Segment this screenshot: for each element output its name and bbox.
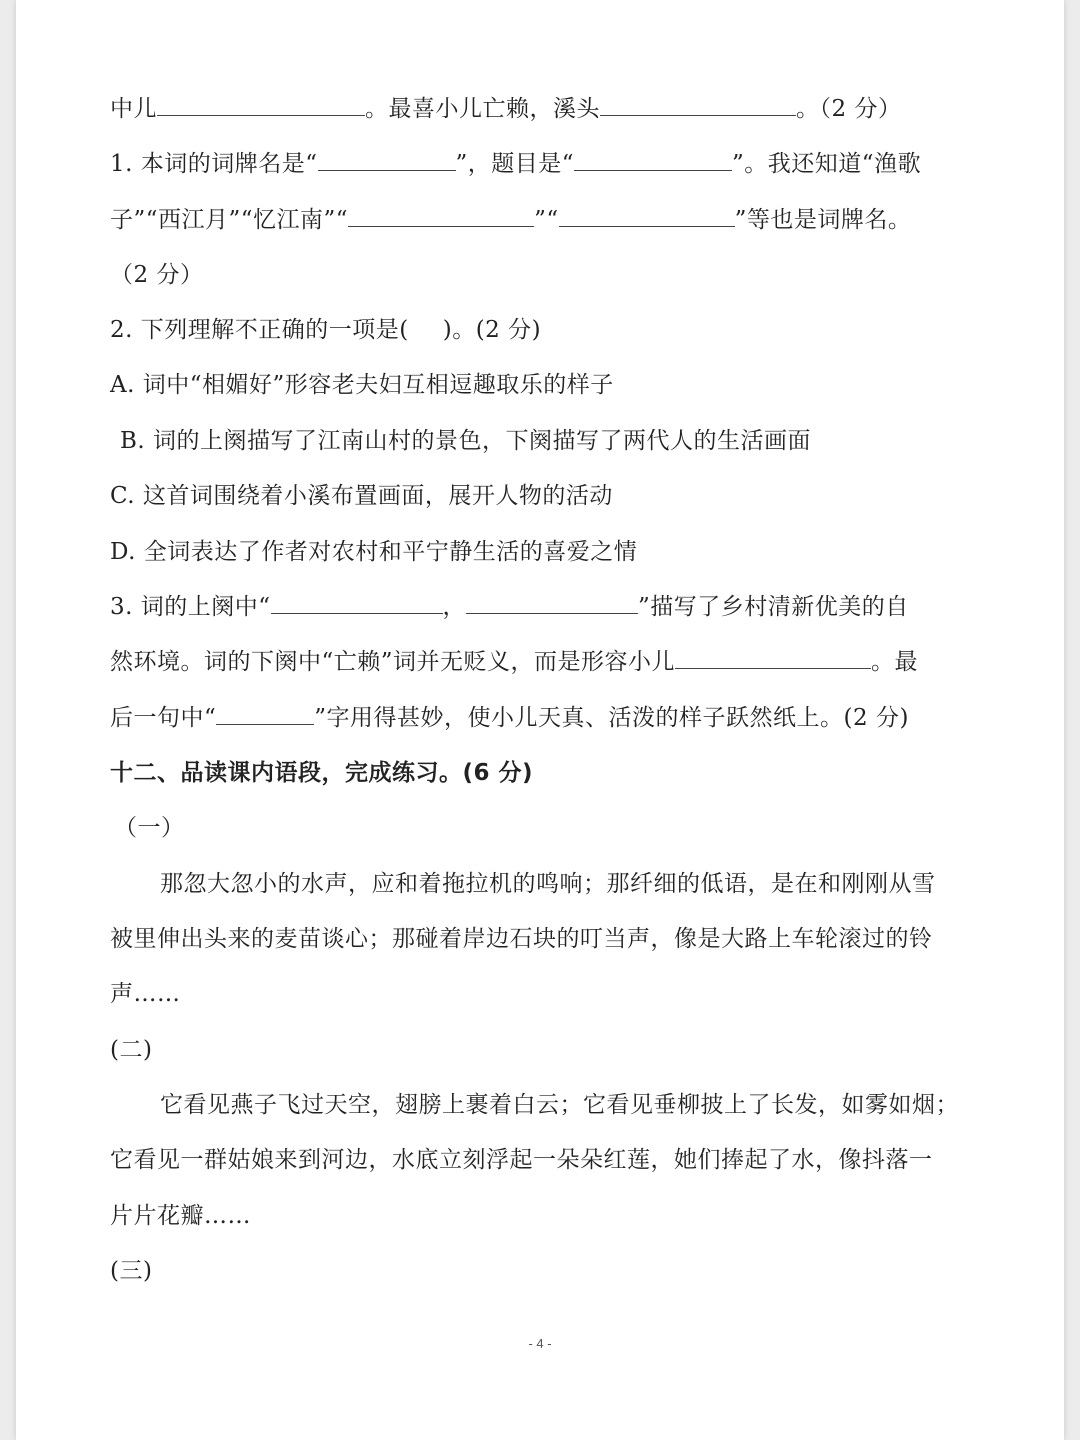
- question-text: ”“: [534, 207, 559, 233]
- option-c: C. 这首词围绕着小溪布置画面，展开人物的活动: [110, 483, 613, 509]
- score-note: 。（2 分）: [796, 96, 902, 122]
- question-text: ”，题目是“: [455, 151, 575, 177]
- score-note: （2 分）: [110, 262, 204, 288]
- question-1-line-2: [110, 205, 911, 235]
- answer-blank[interactable]: [466, 595, 638, 614]
- question-text: 。最: [871, 649, 919, 675]
- answer-blank[interactable]: [157, 97, 365, 116]
- passage-2-label: (二): [110, 1037, 153, 1063]
- question-3-line-3: [110, 703, 909, 733]
- page-number: - 4 -: [528, 1336, 552, 1351]
- question-text: ”字用得甚妙，使小儿天真、活泼的样子跃然纸上。(2 分): [314, 705, 909, 731]
- question-text: 3. 词的上阕中“: [110, 594, 271, 620]
- answer-blank[interactable]: [559, 208, 735, 227]
- question-2-stem: [110, 315, 541, 345]
- question-text: 后一句中“: [110, 705, 217, 731]
- passage-3-label: (三): [110, 1258, 153, 1284]
- passage-1-line: 被里伸出头来的麦苗谈心；那碰着岸边石块的叮当声，像是大路上车轮滚过的铃: [110, 926, 933, 952]
- answer-blank[interactable]: [600, 97, 796, 116]
- answer-blank[interactable]: [675, 650, 871, 669]
- answer-blank[interactable]: [318, 152, 456, 171]
- passage-1-line: 声……: [110, 981, 181, 1007]
- passage-2-line: 片片花瓣……: [110, 1203, 251, 1229]
- poem-text: 中儿: [110, 96, 157, 122]
- option-d: D. 全词表达了作者对农村和平宁静生活的喜爱之情: [110, 539, 638, 565]
- poem-fill-line: [110, 94, 901, 124]
- question-text: ”等也是词牌名。: [734, 207, 912, 233]
- question-3-line-1: [110, 592, 909, 622]
- poem-text: 。最喜小儿亡赖，溪头: [365, 96, 600, 122]
- question-text: ”描写了乡村清新优美的自: [638, 594, 909, 620]
- question-1-score: [110, 260, 203, 290]
- answer-blank[interactable]: [348, 208, 534, 227]
- question-text: 子”“西江月”“忆江南”“: [110, 207, 349, 233]
- question-text: 然环境。词的下阕中“亡赖”词并无贬义，而是形容小儿: [110, 649, 676, 675]
- question-text: ”。我还知道“渔歌: [732, 151, 922, 177]
- question-3-line-2: [110, 647, 918, 677]
- passage-1-label: （一）: [114, 815, 185, 841]
- section-12-heading: 十二、品读课内语段，完成练习。(6 分): [110, 760, 534, 786]
- option-b: B. 词的上阕描写了江南山村的景色，下阕描写了两代人的生活画面: [120, 428, 812, 454]
- question-1-line-1: [110, 149, 921, 179]
- option-a: A. 词中“相媚好”形容老夫妇互相逗趣取乐的样子: [110, 372, 614, 398]
- answer-blank[interactable]: [271, 595, 443, 614]
- question-text: ，: [442, 594, 467, 620]
- question-text: 1. 本词的词牌名是“: [110, 151, 318, 177]
- passage-2-line: 它看见燕子飞过天空，翅膀上裹着白云；它看见垂柳披上了长发，如雾如烟；: [160, 1092, 959, 1118]
- passage-2-line: 它看见一群姑娘来到河边，水底立刻浮起一朵朵红莲，她们捧起了水，像抖落一: [110, 1147, 933, 1173]
- question-text: 2. 下列理解不正确的一项是(: [110, 317, 409, 343]
- passage-1-line: 那忽大忽小的水声，应和着拖拉机的鸣响；那纤细的低语，是在和刚刚从雪: [160, 871, 936, 897]
- answer-blank[interactable]: [574, 152, 732, 171]
- answer-blank[interactable]: [216, 706, 314, 725]
- question-text: )。(2 分): [442, 317, 542, 343]
